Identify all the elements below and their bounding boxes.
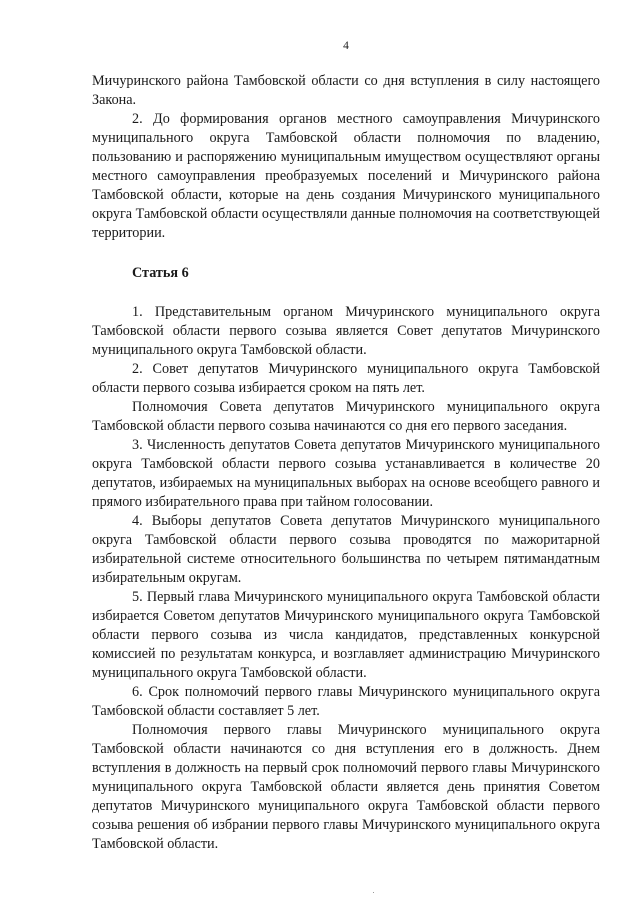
article-item-2-continued: Полномочия Совета депутатов Мичуринского муниципального округа Тамбовской области первого созыва начинаются со дня его первого заседания. (92, 399, 600, 434)
article-item-4: 4. Выборы депутатов Совета депутатов Мичуринского муниципального округа Тамбовской области первого созыва проводятся по мажоритарной избирательной системе относительного большинства по четырем пятимандатным избирательным округам. (92, 513, 600, 586)
article-heading: Статья 6 (132, 265, 189, 281)
paragraph-continuation: Мичуринского района Тамбовской области со дня вступления в силу настоящего Закона. (92, 73, 600, 108)
article-item-6: 6. Срок полномочий первого главы Мичуринского муниципального округа Тамбовской области составляет 5 лет. (92, 684, 600, 719)
article-item-3: 3. Численность депутатов Совета депутатов Мичуринского муниципального округа Тамбовской области первого созыва устанавливается в количестве 20 депутатов, избираемых на муниципальных выборах на основе всеобщего равного и прямого избирательного права при тайном голосовании. (92, 437, 600, 510)
article-item-5: 5. Первый глава Мичуринского муниципального округа Тамбовской области избирается Советом депутатов Мичуринского муниципального округа Тамбовской области первого созыва из числа кандидатов, представленных конкурсной комиссией по результатам конкурса, и возглавляет администрацию Мичуринского муниципального округа Тамбовской области. (92, 589, 600, 681)
page-number: 4 (343, 40, 349, 52)
paragraph-item-2: 2. До формирования органов местного самоуправления Мичуринского муниципального округа Тамбовской области полномочия по владению, пользованию и распоряжению муниципальным имуществом осуществляют органы местного самоуправления преобразуемых поселений и Мичуринского района Тамбовской области, которые на день создания Мичуринского муниципального округа Тамбовской области осуществляли данные полномочия на соответствующей территории. (92, 111, 600, 241)
article-item-6-continued: Полномочия первого главы Мичуринского муниципального округа Тамбовской области начинаются со дня вступления его в должность. Днем вступления в должность на первый срок полномочий первого главы Мичуринского муниципального округа Тамбовской области является день принятия Советом депутатов Мичуринского муниципального округа Тамбовской области первого созыва решения об избрании первого главы Мичуринского муниципального округа Тамбовской области. (92, 722, 600, 852)
scan-speck (373, 892, 374, 893)
document-body (92, 72, 600, 854)
article-item-2: 2. Совет депутатов Мичуринского муниципального округа Тамбовской области первого созыва избирается сроком на пять лет. (92, 361, 600, 396)
article-item-1: 1. Представительным органом Мичуринского муниципального округа Тамбовской области первого созыва является Совет депутатов Мичуринского муниципального округа Тамбовской области. (92, 304, 600, 358)
